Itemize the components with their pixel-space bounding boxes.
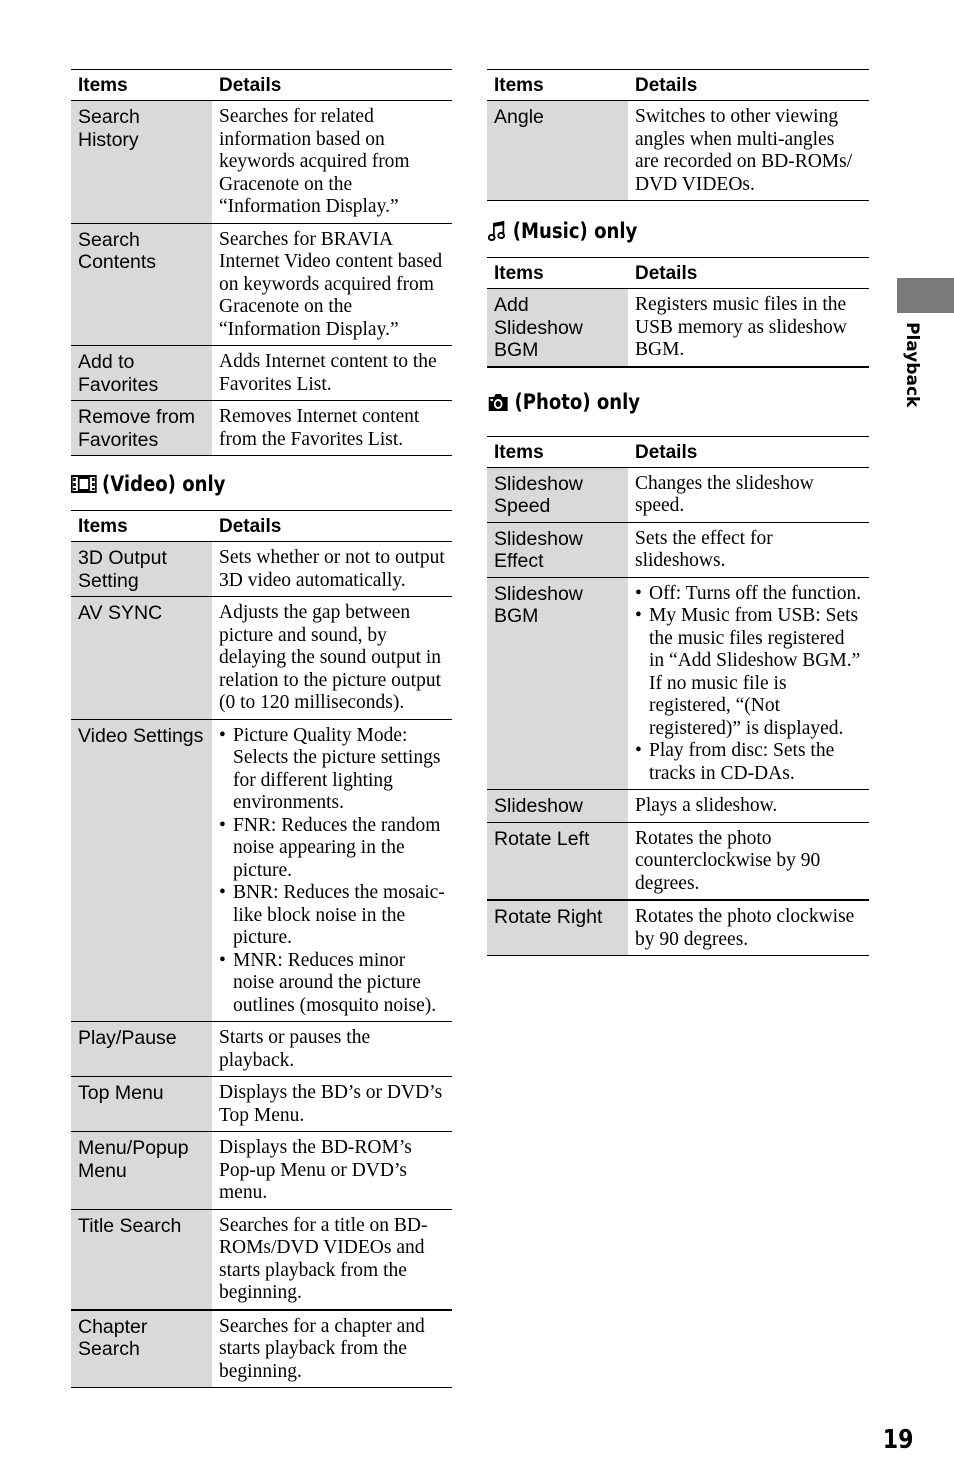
- chapter-tab-label: Playback: [902, 322, 922, 408]
- item-detail: Displays the BD-ROM’s Pop-up Menu or DVD’s menu.: [212, 1132, 452, 1210]
- table-row: [487, 522, 869, 577]
- list-item: • My Music from USB: Sets the music files registered in “Add Slideshow BGM.” If no music file is registered, “(Not registered)” is displayed.: [635, 605, 862, 740]
- music-section-heading: [487, 211, 816, 251]
- item-detail: Searches for related information based on keywords acquired from Gracenote on the “Information Display.”: [212, 101, 452, 224]
- item-detail: Starts or pauses the playback.: [212, 1022, 452, 1077]
- item-name: Slideshow: [487, 790, 628, 823]
- item-detail: Plays a slideshow.: [628, 790, 869, 823]
- item-name: AV SYNC: [71, 597, 212, 720]
- video-options-table: [71, 510, 452, 1388]
- item-detail: Sets the effect for slideshows.: [628, 522, 869, 577]
- video-section-heading: [71, 464, 399, 504]
- table-row: [71, 401, 452, 456]
- item-name: 3D Output Setting: [71, 542, 212, 597]
- bullet-list: [635, 583, 862, 786]
- details-header: Details: [628, 258, 869, 289]
- item-detail: Displays the BD’s or DVD’s Top Menu.: [212, 1077, 452, 1132]
- item-name: Top Menu: [71, 1077, 212, 1132]
- camera-icon: [487, 391, 509, 413]
- table-row: [487, 467, 869, 522]
- table-row: [487, 900, 869, 956]
- details-header: Details: [628, 70, 869, 101]
- table-header-row: [487, 70, 869, 101]
- item-detail: Removes Internet content from the Favorites List.: [212, 401, 452, 456]
- table-header-row: [487, 258, 869, 289]
- table-row: [487, 822, 869, 900]
- item-detail: Adds Internet content to the Favorites List.: [212, 346, 452, 401]
- table-row: [487, 289, 869, 367]
- item-detail: Switches to other viewing angles when multi-angles are recorded on BD-ROMs/ DVD VIDEOs.: [628, 101, 869, 201]
- table-row: [71, 1132, 452, 1210]
- table-row: [71, 1209, 452, 1310]
- item-detail: Rotates the photo counterclockwise by 90 degrees.: [628, 822, 869, 900]
- item-name: Title Search: [71, 1209, 212, 1310]
- table-row: [71, 542, 452, 597]
- left-column: [71, 69, 452, 1388]
- items-header: Items: [487, 70, 628, 101]
- list-item: • Off: Turns off the function.: [635, 583, 862, 606]
- items-header: Items: [487, 258, 628, 289]
- item-detail: Rotates the photo clockwise by 90 degrees.: [628, 900, 869, 956]
- table-row: [71, 1310, 452, 1388]
- table-row: [71, 346, 452, 401]
- table-header-row: [71, 70, 452, 101]
- item-name: Chapter Search: [71, 1310, 212, 1388]
- item-name: Remove from Favorites: [71, 401, 212, 456]
- photo-options-table: [487, 436, 869, 957]
- items-header: Items: [71, 511, 212, 542]
- photo-section-title: (Photo) only: [514, 389, 641, 414]
- details-header: Details: [212, 511, 452, 542]
- list-item: • Play from disc: Sets the tracks in CD-DAs.: [635, 740, 862, 785]
- item-detail: [628, 577, 869, 790]
- item-detail: Searches for a title on BD-ROMs/DVD VIDEOs and starts playback from the beginning.: [212, 1209, 452, 1310]
- angle-table: [487, 69, 869, 201]
- list-item: • Picture Quality Mode: Selects the picture settings for different lighting environments.: [219, 725, 445, 815]
- table-row: [71, 719, 452, 1022]
- item-name: Slideshow BGM: [487, 577, 628, 790]
- table-row: [487, 790, 869, 823]
- item-name: Angle: [487, 101, 628, 201]
- item-detail: [212, 719, 452, 1022]
- item-name: Slideshow Speed: [487, 467, 628, 522]
- item-detail: Searches for a chapter and starts playback from the beginning.: [212, 1310, 452, 1388]
- bullet-list: [219, 725, 445, 1018]
- table-row: [487, 577, 869, 790]
- item-name: Search History: [71, 101, 212, 224]
- table-header-row: [487, 436, 869, 467]
- details-header: Details: [628, 436, 869, 467]
- music-note-icon: [487, 219, 508, 243]
- item-detail: Sets whether or not to output 3D video automatically.: [212, 542, 452, 597]
- item-name: Search Contents: [71, 223, 212, 346]
- items-header: Items: [487, 436, 628, 467]
- item-name: Add Slideshow BGM: [487, 289, 628, 367]
- right-column: [487, 69, 869, 956]
- list-item: • BNR: Reduces the mosaic-like block noise in the picture.: [219, 882, 445, 950]
- details-header: Details: [212, 70, 452, 101]
- item-detail: Adjusts the gap between picture and sound, by delaying the sound output in relation to the picture output (0 to 120 milliseconds).: [212, 597, 452, 720]
- item-name: Menu/Popup Menu: [71, 1132, 212, 1210]
- item-detail: Searches for BRAVIA Internet Video content based on keywords acquired from Gracenote on the “Information Display.”: [212, 223, 452, 346]
- photo-section-heading: [487, 382, 816, 422]
- item-name: Rotate Left: [487, 822, 628, 900]
- table-row: [71, 223, 452, 346]
- music-section-title: (Music) only: [512, 219, 638, 243]
- table-header-row: [71, 511, 452, 542]
- item-name: Video Settings: [71, 719, 212, 1022]
- video-section-title: (Video) only: [101, 472, 226, 496]
- item-name: Add to Favorites: [71, 346, 212, 401]
- film-icon: [71, 473, 97, 495]
- table-row: [71, 597, 452, 720]
- music-options-table: [487, 257, 869, 368]
- item-name: Slideshow Effect: [487, 522, 628, 577]
- item-detail: Registers music files in the USB memory as slideshow BGM.: [628, 289, 869, 367]
- table-row: [71, 1077, 452, 1132]
- items-header: Items: [71, 70, 212, 101]
- list-item: • MNR: Reduces minor noise around the picture outlines (mosquito noise).: [219, 950, 445, 1018]
- table-row: [71, 101, 452, 224]
- table-row: [71, 1022, 452, 1077]
- general-options-table: [71, 69, 452, 456]
- page-number: 19: [882, 1425, 914, 1455]
- table-row: [487, 101, 869, 201]
- chapter-tab-marker: [897, 278, 954, 313]
- item-name: Play/Pause: [71, 1022, 212, 1077]
- list-item: • FNR: Reduces the random noise appearing in the picture.: [219, 815, 445, 883]
- item-detail: Changes the slideshow speed.: [628, 467, 869, 522]
- item-name: Rotate Right: [487, 900, 628, 956]
